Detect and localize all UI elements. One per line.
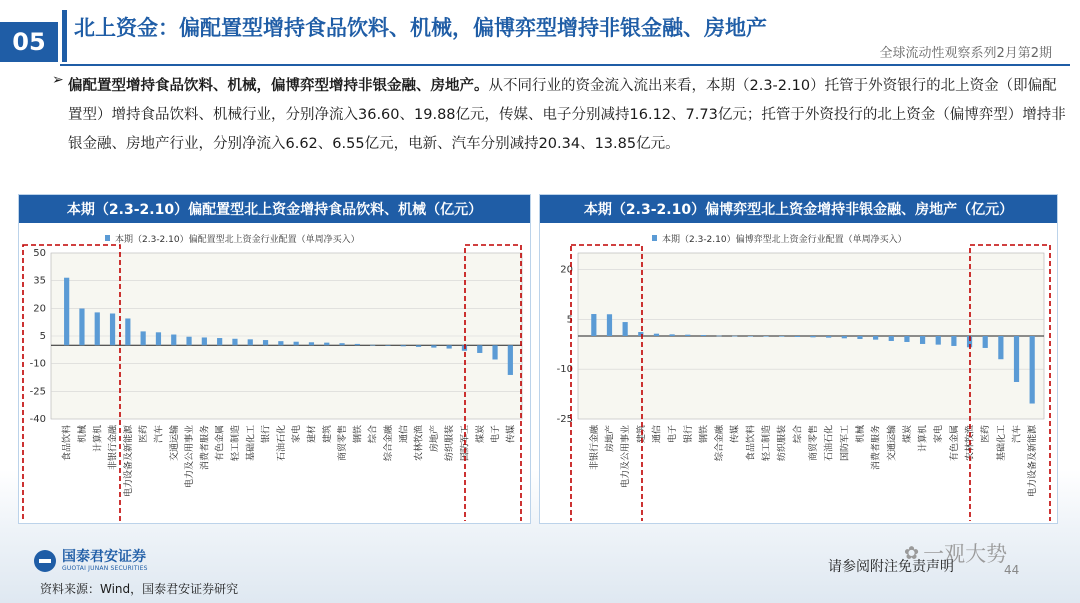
wechat-icon: ✿	[904, 542, 920, 564]
x-tick-label: 汽车	[1012, 425, 1023, 444]
summary-text: 从不同行业的资金流入流出来看，本期（2.3-2.10）托管于外资银行的北上资金（即偏配置型）增持食品饮料、机械行业，分别净流入36.60、19.88亿元，传媒、电子分别减持16.12、7.73亿元；托管于外资投行的北上资金（偏博弈型）增持非银金融、房地产行业，分别净流入6.62、6.55亿元，电新、汽车分别减持20.34、13.85亿元。	[68, 78, 1066, 152]
bar	[748, 336, 753, 337]
x-tick-label: 传媒	[506, 424, 517, 444]
y-tick-label: 20	[33, 303, 46, 315]
bar	[294, 342, 299, 346]
bar	[826, 336, 831, 338]
bar	[810, 336, 815, 337]
x-tick-label: 石油石化	[276, 425, 287, 462]
bar	[110, 313, 115, 345]
x-tick-label: 非银行金融	[108, 425, 119, 471]
bar	[1014, 336, 1019, 382]
x-tick-label: 煤炭	[902, 425, 913, 444]
x-tick-label: 有色金属	[949, 425, 960, 462]
x-tick-label: 煤炭	[475, 425, 486, 444]
bar	[873, 336, 878, 340]
x-tick-label: 有色金属	[215, 425, 226, 462]
bar	[202, 337, 207, 345]
bar	[232, 339, 237, 345]
summary-paragraph	[68, 72, 1068, 159]
x-tick-label: 国防军工	[840, 425, 851, 462]
x-tick-label: 钢铁	[353, 425, 364, 444]
x-tick-label: 食品饮料	[62, 425, 73, 462]
x-tick-label: 银行	[261, 425, 272, 444]
x-tick-label: 消费者服务	[871, 425, 882, 471]
bar	[141, 331, 146, 345]
y-tick-label: -40	[29, 414, 46, 425]
bar	[670, 334, 675, 336]
x-tick-label: 电子	[491, 425, 502, 444]
x-tick-label: 交通运输	[169, 425, 180, 462]
bar	[477, 345, 482, 353]
bar	[904, 336, 909, 342]
bar	[309, 342, 314, 345]
bar	[951, 336, 956, 346]
bar	[324, 343, 329, 346]
x-tick-label: 纺织服装	[777, 425, 788, 462]
x-tick-label: 通信	[399, 425, 410, 444]
legend-label: 本期（2.3-2.10）偏配置型北上资金行业配置（单周净买入）	[115, 235, 360, 245]
y-tick-label: 5	[566, 314, 573, 326]
bar	[95, 312, 100, 345]
y-tick-label: 50	[33, 248, 46, 259]
x-tick-label: 消费者服务	[200, 425, 211, 471]
bar	[889, 336, 894, 341]
bar	[591, 314, 596, 336]
bar	[156, 332, 161, 345]
x-tick-label: 房地产	[429, 425, 440, 453]
x-tick-label: 汽车	[154, 425, 165, 444]
x-tick-label: 综合金融	[383, 425, 394, 462]
x-tick-label: 商贸零售	[809, 425, 819, 462]
watermark-text: 一观大势	[923, 542, 1008, 566]
bar	[171, 335, 176, 346]
bar	[416, 345, 421, 347]
x-tick-label: 农林牧渔	[414, 425, 425, 462]
y-tick-label: -10	[29, 358, 46, 370]
x-tick-label: 农林牧渔	[965, 425, 976, 462]
bar	[998, 336, 1003, 359]
x-tick-label: 钢铁	[699, 425, 710, 444]
x-tick-label: 交通运输	[887, 425, 898, 462]
bar	[654, 334, 659, 336]
chart-title-left: 本期（2.3-2.10）偏配置型北上资金增持食品饮料、机械（亿元）	[19, 195, 530, 223]
x-tick-label: 电力及公用事业	[621, 425, 632, 489]
title-divider	[60, 64, 1070, 66]
page-number: 44	[1004, 563, 1020, 577]
x-tick-label: 综合	[368, 425, 379, 444]
bullet-arrow-icon: ➢	[52, 72, 64, 88]
bar	[936, 336, 941, 345]
y-tick-label: 20	[560, 264, 573, 276]
legend-label: 本期（2.3-2.10）偏博弈型北上资金行业配置（单周净买入）	[662, 235, 907, 245]
bar	[492, 345, 497, 359]
x-tick-label: 综合金融	[715, 425, 726, 462]
bar	[263, 340, 268, 345]
x-tick-label: 医药	[981, 425, 992, 444]
bar	[795, 336, 800, 337]
bar	[278, 341, 283, 345]
bar	[983, 336, 988, 348]
y-tick-label: 35	[33, 275, 46, 287]
bar	[1030, 336, 1035, 404]
x-tick-label: 机械	[855, 425, 866, 444]
summary-bold-lead: 偏配置型增持食品饮料、机械，偏博弈型增持非银金融、房地产。	[68, 78, 489, 94]
logo-icon	[34, 550, 56, 572]
x-tick-label: 建材	[307, 425, 318, 444]
bar	[431, 345, 436, 347]
bar	[732, 336, 737, 337]
x-tick-label: 计算机	[93, 425, 104, 453]
x-tick-label: 电力及公用事业	[185, 425, 196, 489]
logo-name-cn: 国泰君安证券	[62, 549, 146, 565]
bar	[186, 337, 191, 345]
x-tick-label: 电力设备及新能源	[1028, 425, 1039, 498]
chart-panel-right	[539, 194, 1058, 524]
bar	[763, 336, 768, 337]
x-tick-label: 基础化工	[996, 425, 1007, 462]
bar	[248, 339, 253, 345]
y-tick-label: -10	[556, 364, 573, 376]
bar	[401, 345, 406, 346]
bar	[607, 314, 612, 336]
bar	[64, 278, 69, 346]
bar-chart-allocation	[19, 223, 530, 521]
bar	[355, 344, 360, 345]
chart-title-right: 本期（2.3-2.10）偏博弈型北上资金增持非银金融、房地产（亿元）	[540, 195, 1057, 223]
chart-panel-left	[18, 194, 531, 524]
x-tick-label: 建筑	[636, 425, 647, 444]
x-tick-label: 家电	[292, 425, 303, 444]
bar	[716, 336, 721, 337]
x-tick-label: 建筑	[322, 425, 333, 444]
x-tick-label: 计算机	[918, 425, 929, 453]
bar	[623, 322, 628, 336]
bar	[447, 345, 452, 348]
disclaimer-link[interactable]: 请参阅附注免责声明	[828, 559, 954, 575]
x-tick-label: 家电	[934, 425, 945, 444]
bar	[920, 336, 925, 344]
x-tick-label: 传媒	[730, 425, 741, 444]
x-tick-label: 国防军工	[460, 425, 471, 462]
section-number: 05	[0, 22, 58, 62]
x-tick-label: 商贸零售	[338, 425, 349, 462]
bar	[125, 318, 130, 345]
bar	[857, 336, 862, 339]
x-tick-label: 非银行金融	[589, 425, 600, 471]
x-tick-label: 房地产	[605, 425, 616, 453]
x-tick-label: 纺织服装	[445, 425, 456, 462]
bar	[701, 335, 706, 336]
x-tick-label: 电力设备及新能源	[123, 425, 134, 498]
bar	[685, 335, 690, 336]
company-logo	[34, 550, 148, 572]
x-tick-label: 综合	[793, 425, 804, 444]
source-note: 资料来源：Wind，国泰君安证券研究	[40, 582, 239, 596]
x-tick-label: 通信	[652, 425, 663, 444]
legend-swatch	[652, 235, 657, 241]
bar	[385, 345, 390, 346]
bar	[370, 345, 375, 346]
x-tick-label: 石油石化	[824, 425, 835, 462]
bar-chart-speculative	[540, 223, 1057, 521]
bar	[508, 345, 513, 375]
x-tick-label: 医药	[139, 425, 150, 444]
page-subtitle: 全球流动性观察系列2月第2期	[879, 46, 1052, 61]
x-tick-label: 机械	[77, 425, 88, 444]
x-tick-label: 轻工制造	[230, 425, 241, 462]
y-tick-label: -25	[29, 386, 46, 398]
x-tick-label: 银行	[683, 425, 694, 444]
x-tick-label: 食品饮料	[746, 425, 757, 462]
x-tick-label: 轻工制造	[762, 425, 773, 462]
y-tick-label: -25	[556, 414, 573, 425]
page-title: 北上资金：偏配置型增持食品饮料、机械，偏博弈型增持非银金融、房地产	[74, 16, 767, 40]
x-tick-label: 电子	[668, 425, 679, 444]
bar	[339, 343, 344, 345]
logo-name-en: GUOTAI JUNAN SECURITIES	[62, 565, 148, 572]
legend-swatch	[105, 235, 110, 241]
x-tick-label: 基础化工	[246, 425, 257, 462]
y-tick-label: 5	[39, 331, 46, 342]
bar	[842, 336, 847, 338]
bar	[79, 309, 84, 346]
bar	[779, 336, 784, 337]
bar	[217, 338, 222, 345]
title-accent-bar	[62, 10, 67, 62]
